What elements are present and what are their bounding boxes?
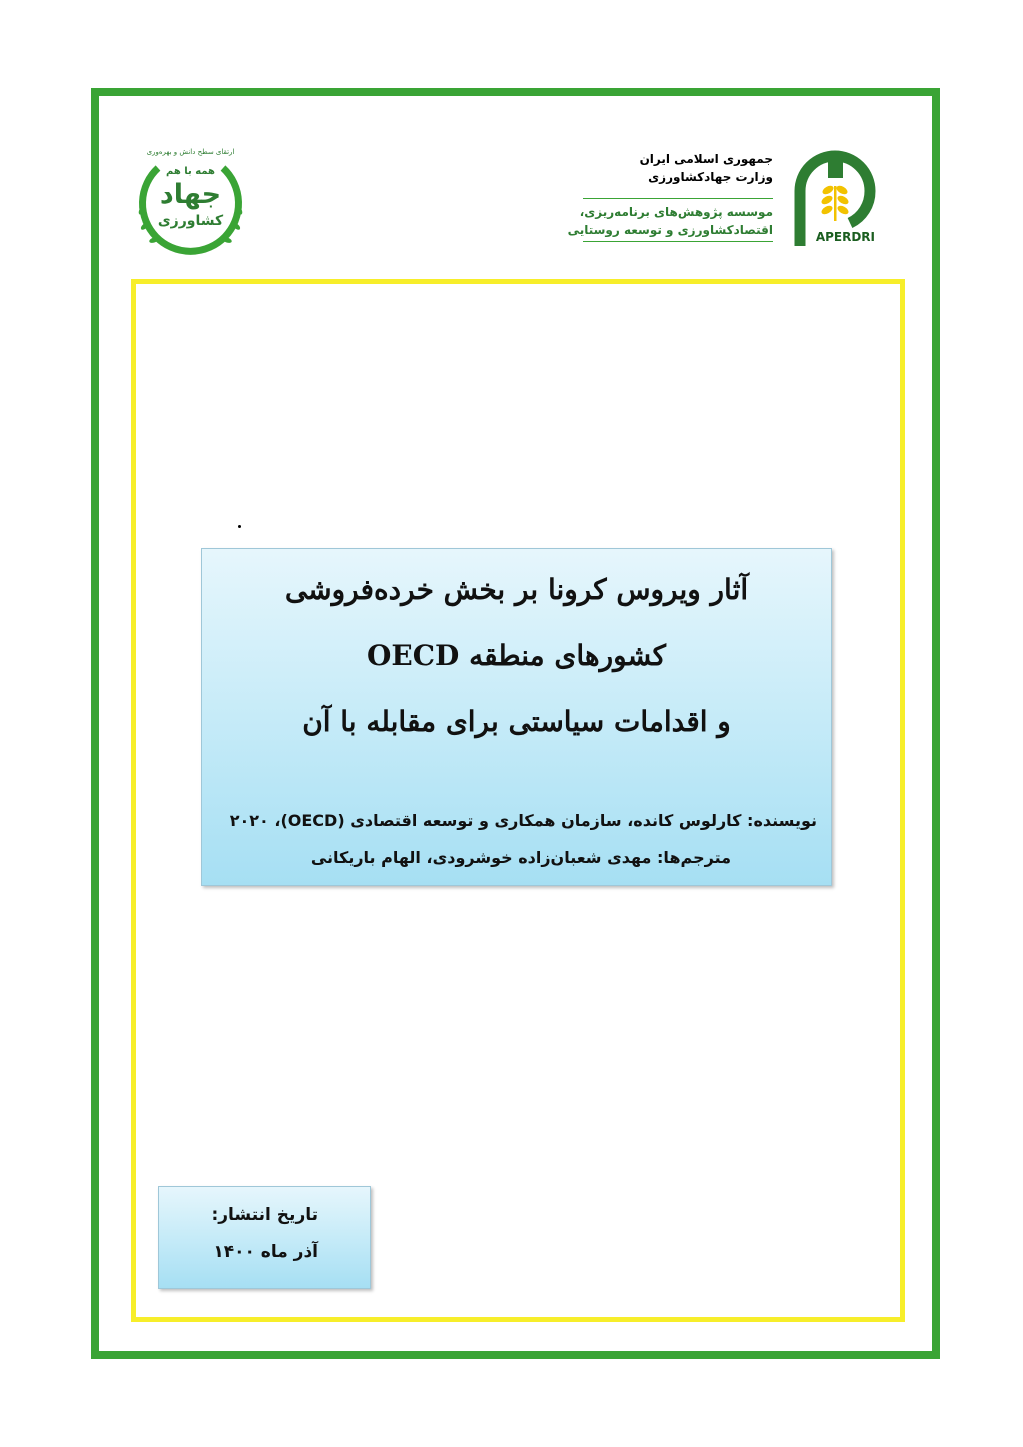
title-box bbox=[201, 548, 832, 886]
divider bbox=[583, 241, 773, 242]
org-country: جمهوری اسلامی ایران bbox=[639, 152, 773, 166]
jihad-tagline: همه با هم bbox=[166, 166, 215, 177]
title-line-3: و اقدامات سیاستی برای مقابله با آن bbox=[302, 705, 731, 738]
org-ministry: وزارت جهادکشاورزی bbox=[648, 170, 773, 184]
institute-name-line1: موسسه پژوهش‌های برنامه‌ریزی، bbox=[579, 205, 773, 219]
institute-name-line2: اقتصادکشاورزی و توسعه روستایی bbox=[567, 223, 773, 237]
publication-date-box bbox=[158, 1186, 371, 1289]
stray-dot bbox=[238, 525, 241, 528]
jihad-subname: کشاورزی bbox=[157, 213, 224, 229]
author-line: نویسنده: کارلوس کانده، سازمان همکاری و توسعه اقتصادی (OECD)، ۲۰۲۰ bbox=[229, 811, 817, 830]
title-line-1: آثار ویروس کرونا بر بخش خرده‌فروشی bbox=[284, 573, 749, 606]
publication-date-value: آذر ماه ۱۴۰۰ bbox=[213, 1242, 318, 1262]
jihad-name: جهاد bbox=[159, 179, 222, 210]
divider bbox=[583, 198, 773, 199]
aperdri-label: APERDRI bbox=[815, 230, 875, 244]
title-line-2: کشورهای منطقه OECD bbox=[367, 639, 666, 672]
jihad-arc-text: ارتقای سطح دانش و بهره‌وری bbox=[146, 148, 235, 156]
publication-date-label: تاریخ انتشار: bbox=[211, 1205, 318, 1225]
translators-line: مترجم‌ها: مهدی شعبان‌زاده خوشرودی، الهام باریکانی bbox=[310, 848, 731, 867]
